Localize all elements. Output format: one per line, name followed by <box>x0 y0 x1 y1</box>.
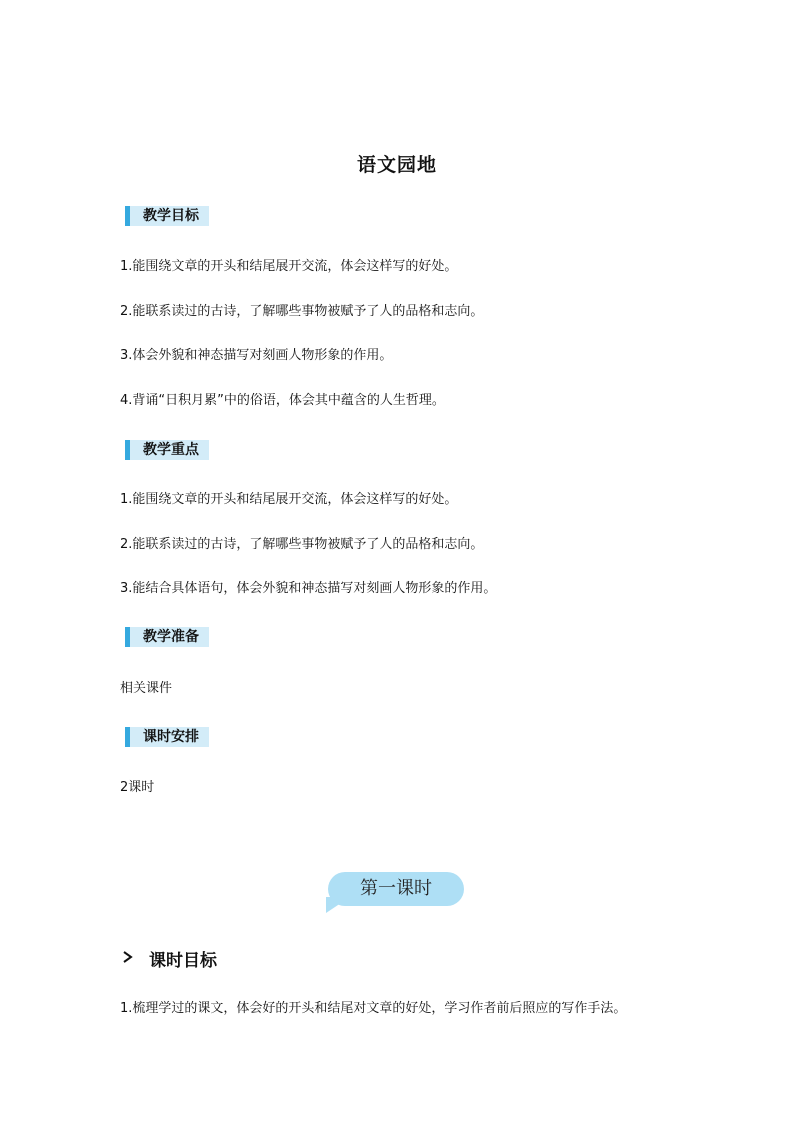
schedule-text: 2课时 <box>120 780 155 795</box>
section-tag-schedule: 课时安排 <box>125 727 209 747</box>
lesson-goal-item-1: 1.梳理学过的课文，体会好的开头和结尾对文章的好处，学习作者前后照应的写作手法。 <box>120 1001 627 1016</box>
section-tag-preparation: 教学准备 <box>125 627 209 647</box>
objective-item-1: 1.能围绕文章的开头和结尾展开交流，体会这样写的好处。 <box>120 259 458 274</box>
preparation-text: 相关课件 <box>120 681 173 696</box>
key-point-item-1: 1.能围绕文章的开头和结尾展开交流，体会这样写的好处。 <box>120 492 458 507</box>
section-tag-objectives: 教学目标 <box>125 206 209 226</box>
lesson-banner-label: 第一课时 <box>360 878 432 899</box>
key-point-item-2: 2.能联系读过的古诗，了解哪些事物被赋予了人的品格和志向。 <box>120 537 484 552</box>
objective-item-3: 3.体会外貌和神态描写对刻画人物形象的作用。 <box>120 348 393 363</box>
objective-item-4: 4.背诵“日积月累”中的俗语，体会其中蕴含的人生哲理。 <box>120 393 445 408</box>
document-title: 语文园地 <box>356 154 437 176</box>
key-point-item-3: 3.能结合具体语句，体会外貌和神态描写对刻画人物形象的作用。 <box>120 581 497 596</box>
objective-item-2: 2.能联系读过的古诗，了解哪些事物被赋予了人的品格和志向。 <box>120 304 484 319</box>
section-tag-key-points: 教学重点 <box>125 440 209 460</box>
chevron-right-icon <box>120 949 136 965</box>
lesson-subheading: 课时目标 <box>149 951 217 971</box>
